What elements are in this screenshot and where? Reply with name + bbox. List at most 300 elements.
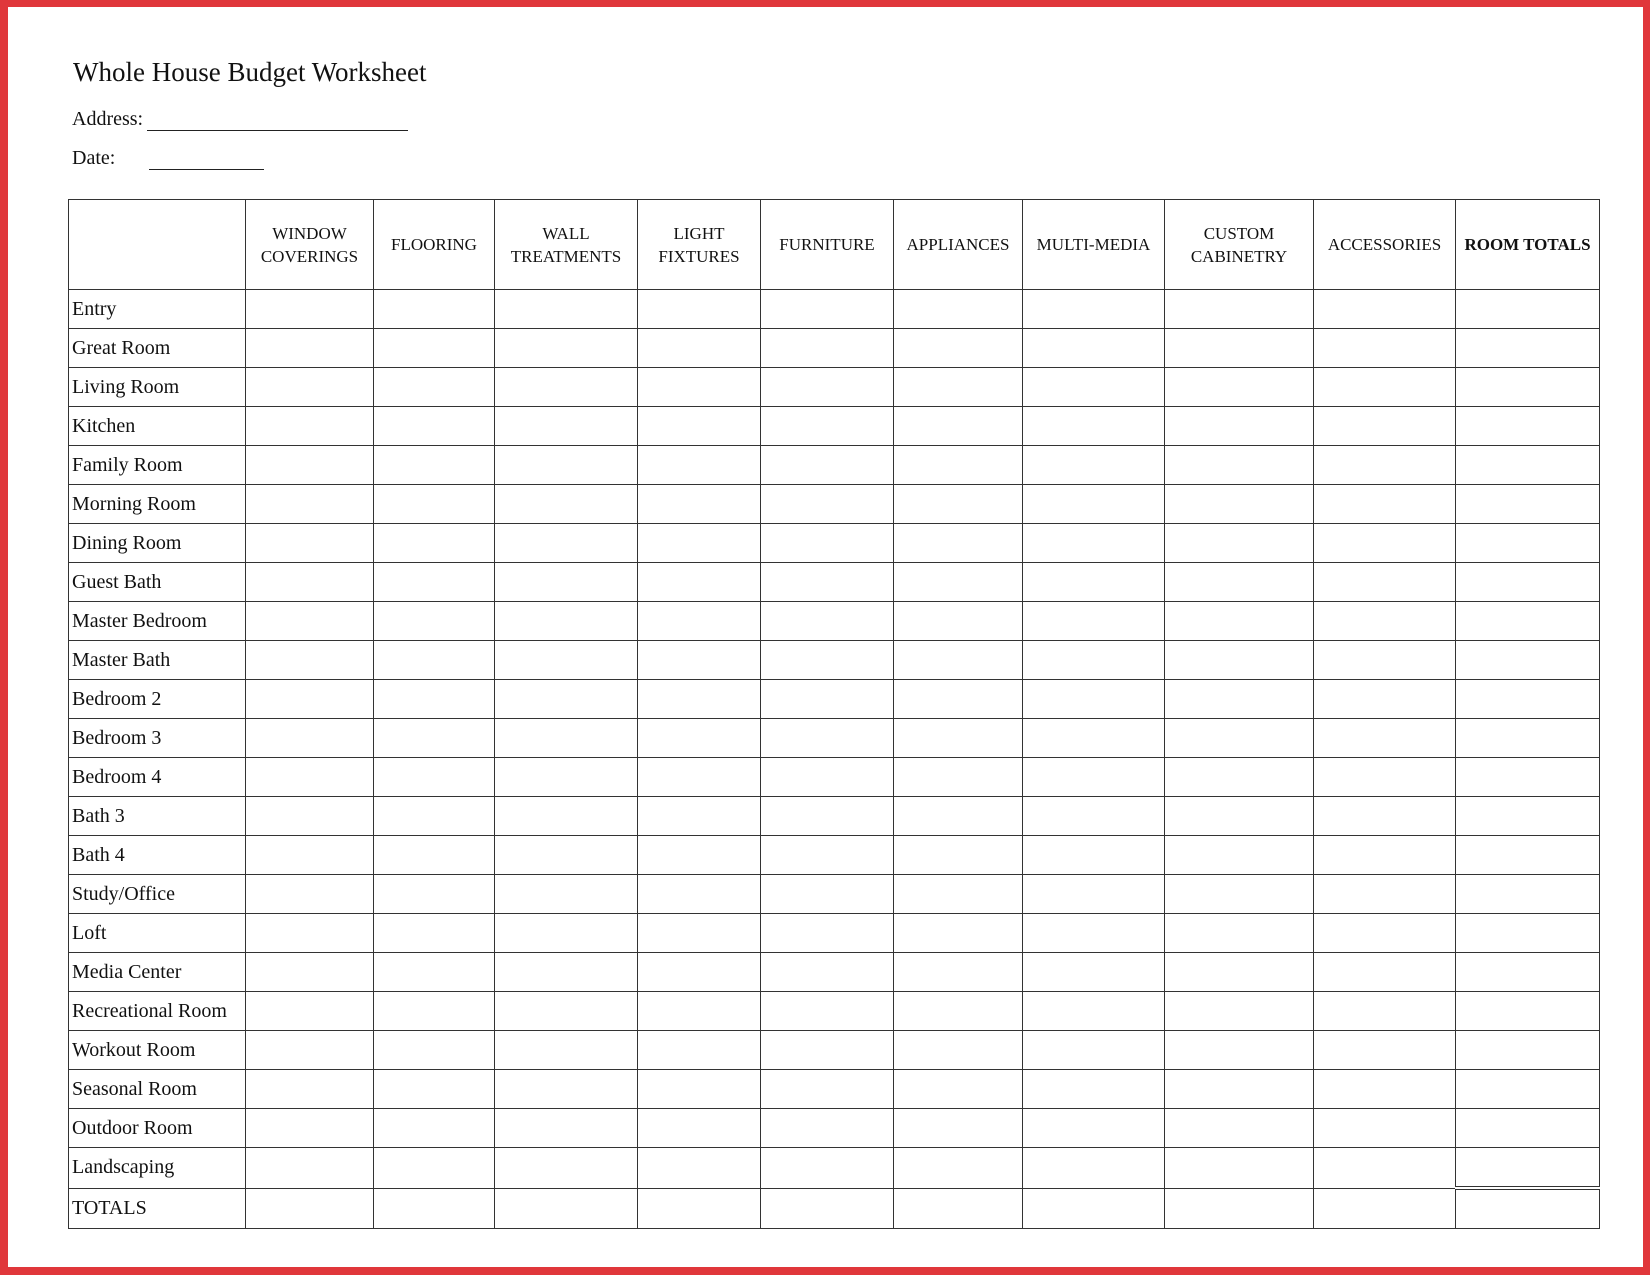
budget-cell[interactable] — [638, 914, 761, 953]
budget-cell[interactable] — [761, 992, 894, 1031]
budget-cell[interactable] — [894, 1148, 1023, 1189]
room-total-cell[interactable] — [1456, 992, 1600, 1031]
budget-cell[interactable] — [761, 446, 894, 485]
budget-cell[interactable] — [638, 290, 761, 329]
budget-cell[interactable] — [1314, 368, 1456, 407]
budget-cell[interactable] — [374, 836, 495, 875]
column-header — [638, 200, 761, 290]
room-total-cell[interactable] — [1456, 485, 1600, 524]
row-label: Family Room — [69, 446, 246, 485]
budget-cell[interactable] — [495, 563, 638, 602]
room-total-cell[interactable] — [1456, 602, 1600, 641]
budget-cell[interactable] — [1023, 1188, 1165, 1229]
column-header-line: ACCESSORIES — [1327, 235, 1442, 254]
budget-cell[interactable] — [894, 992, 1023, 1031]
budget-cell[interactable] — [638, 446, 761, 485]
budget-cell[interactable] — [638, 680, 761, 719]
budget-cell[interactable] — [246, 719, 374, 758]
room-total-cell[interactable] — [1456, 563, 1600, 602]
budget-cell[interactable] — [495, 1188, 638, 1229]
budget-cell[interactable] — [246, 1031, 374, 1070]
room-total-cell[interactable] — [1456, 1031, 1600, 1070]
budget-cell[interactable] — [374, 446, 495, 485]
budget-cell[interactable] — [1165, 797, 1314, 836]
column-header — [246, 200, 374, 290]
budget-cell[interactable] — [638, 641, 761, 680]
budget-cell[interactable] — [495, 953, 638, 992]
budget-cell[interactable] — [495, 1109, 638, 1148]
table-row — [69, 914, 1600, 953]
budget-cell[interactable] — [638, 1031, 761, 1070]
room-total-cell[interactable] — [1456, 719, 1600, 758]
budget-cell[interactable] — [638, 758, 761, 797]
budget-cell[interactable] — [374, 914, 495, 953]
room-total-cell[interactable] — [1456, 836, 1600, 875]
budget-cell[interactable] — [1314, 1148, 1456, 1189]
budget-cell[interactable] — [638, 992, 761, 1031]
row-label: Dining Room — [69, 524, 246, 563]
budget-cell[interactable] — [1165, 992, 1314, 1031]
budget-cell[interactable] — [374, 368, 495, 407]
budget-cell[interactable] — [1023, 407, 1165, 446]
budget-cell[interactable] — [1314, 446, 1456, 485]
budget-cell[interactable] — [638, 524, 761, 563]
table-row — [69, 1148, 1600, 1189]
budget-cell[interactable] — [495, 641, 638, 680]
budget-cell[interactable] — [1314, 1109, 1456, 1148]
budget-cell[interactable] — [1314, 641, 1456, 680]
budget-cell[interactable] — [1314, 1031, 1456, 1070]
budget-cell[interactable] — [495, 719, 638, 758]
budget-cell[interactable] — [638, 329, 761, 368]
budget-cell[interactable] — [894, 1031, 1023, 1070]
budget-cell[interactable] — [374, 641, 495, 680]
budget-cell[interactable] — [1165, 329, 1314, 368]
budget-cell[interactable] — [246, 1109, 374, 1148]
column-header — [495, 200, 638, 290]
column-header-line: CABINETRY — [1190, 246, 1288, 266]
budget-cell[interactable] — [246, 992, 374, 1031]
budget-cell[interactable] — [894, 563, 1023, 602]
budget-cell[interactable] — [894, 485, 1023, 524]
row-label: Recreational Room — [69, 992, 246, 1031]
budget-cell[interactable] — [1165, 1148, 1314, 1189]
column-header-line: LIGHT — [673, 223, 725, 243]
budget-cell[interactable] — [1023, 797, 1165, 836]
budget-cell[interactable] — [761, 1070, 894, 1109]
table-body — [69, 290, 1600, 1229]
budget-cell[interactable] — [761, 563, 894, 602]
budget-cell[interactable] — [894, 680, 1023, 719]
row-label: Bedroom 4 — [69, 758, 246, 797]
budget-cell[interactable] — [1023, 680, 1165, 719]
row-label: Morning Room — [69, 485, 246, 524]
budget-cell[interactable] — [1023, 992, 1165, 1031]
budget-cell[interactable] — [374, 797, 495, 836]
budget-cell[interactable] — [495, 797, 638, 836]
column-header — [1023, 200, 1165, 290]
budget-cell[interactable] — [495, 290, 638, 329]
budget-cell[interactable] — [1165, 407, 1314, 446]
budget-cell[interactable] — [894, 914, 1023, 953]
budget-cell[interactable] — [374, 290, 495, 329]
row-label: Seasonal Room — [69, 1070, 246, 1109]
budget-cell[interactable] — [1165, 1109, 1314, 1148]
room-total-cell[interactable] — [1456, 1148, 1600, 1189]
budget-cell[interactable] — [495, 368, 638, 407]
budget-cell[interactable] — [374, 1188, 495, 1229]
column-header-line: WALL — [542, 223, 590, 243]
budget-cell[interactable] — [1314, 875, 1456, 914]
budget-cell[interactable] — [495, 680, 638, 719]
room-total-cell[interactable] — [1456, 1188, 1600, 1229]
budget-cell[interactable] — [1314, 1188, 1456, 1229]
column-header-line: TREATMENTS — [510, 246, 622, 266]
budget-cell[interactable] — [1023, 758, 1165, 797]
budget-cell[interactable] — [1314, 329, 1456, 368]
budget-cell[interactable] — [638, 1188, 761, 1229]
budget-cell[interactable] — [761, 485, 894, 524]
row-label: Guest Bath — [69, 563, 246, 602]
budget-cell[interactable] — [374, 524, 495, 563]
address-blank-line[interactable] — [147, 130, 408, 131]
room-total-cell[interactable] — [1456, 953, 1600, 992]
budget-cell[interactable] — [638, 836, 761, 875]
budget-cell[interactable] — [1023, 875, 1165, 914]
row-label: Workout Room — [69, 1031, 246, 1070]
budget-cell[interactable] — [1023, 641, 1165, 680]
column-header-line: APPLIANCES — [906, 235, 1010, 254]
budget-cell[interactable] — [1314, 485, 1456, 524]
budget-cell[interactable] — [1023, 524, 1165, 563]
budget-cell[interactable] — [374, 1109, 495, 1148]
budget-cell[interactable] — [761, 329, 894, 368]
column-header-line: FIXTURES — [658, 246, 740, 266]
budget-cell[interactable] — [1023, 836, 1165, 875]
budget-cell[interactable] — [1314, 602, 1456, 641]
row-label: Master Bath — [69, 641, 246, 680]
budget-cell[interactable] — [246, 563, 374, 602]
budget-cell[interactable] — [1314, 524, 1456, 563]
budget-cell[interactable] — [374, 602, 495, 641]
budget-cell[interactable] — [246, 758, 374, 797]
row-label: Kitchen — [69, 407, 246, 446]
address-label: Address: — [72, 108, 144, 130]
budget-cell[interactable] — [894, 719, 1023, 758]
column-header-line: FURNITURE — [779, 235, 875, 254]
room-total-cell[interactable] — [1456, 368, 1600, 407]
budget-cell[interactable] — [1165, 485, 1314, 524]
budget-cell[interactable] — [894, 758, 1023, 797]
budget-cell[interactable] — [1314, 758, 1456, 797]
column-header-line: COVERINGS — [260, 246, 359, 266]
budget-cell[interactable] — [246, 485, 374, 524]
budget-cell[interactable] — [495, 524, 638, 563]
table-row — [69, 602, 1600, 641]
date-field — [72, 147, 115, 170]
budget-cell[interactable] — [894, 368, 1023, 407]
table-row — [69, 485, 1600, 524]
table-row — [69, 290, 1600, 329]
budget-cell[interactable] — [638, 797, 761, 836]
budget-cell[interactable] — [1023, 329, 1165, 368]
budget-cell[interactable] — [1165, 446, 1314, 485]
budget-cell[interactable] — [246, 407, 374, 446]
budget-cell[interactable] — [1165, 1188, 1314, 1229]
budget-cell[interactable] — [246, 1148, 374, 1189]
budget-cell[interactable] — [495, 407, 638, 446]
room-total-cell[interactable] — [1456, 1109, 1600, 1148]
budget-cell[interactable] — [1165, 1031, 1314, 1070]
room-total-cell[interactable] — [1456, 641, 1600, 680]
budget-cell[interactable] — [495, 329, 638, 368]
budget-cell[interactable] — [761, 836, 894, 875]
budget-cell[interactable] — [638, 368, 761, 407]
budget-cell[interactable] — [761, 680, 894, 719]
table-row — [69, 329, 1600, 368]
budget-cell[interactable] — [894, 836, 1023, 875]
budget-cell[interactable] — [495, 1148, 638, 1189]
budget-cell[interactable] — [894, 290, 1023, 329]
budget-cell[interactable] — [1165, 953, 1314, 992]
budget-cell[interactable] — [374, 719, 495, 758]
budget-cell[interactable] — [1314, 836, 1456, 875]
budget-cell[interactable] — [1023, 1109, 1165, 1148]
budget-cell[interactable] — [1023, 602, 1165, 641]
room-total-cell[interactable] — [1456, 758, 1600, 797]
budget-cell[interactable] — [246, 446, 374, 485]
table-row — [69, 407, 1600, 446]
column-header — [894, 200, 1023, 290]
budget-cell[interactable] — [638, 407, 761, 446]
room-total-cell[interactable] — [1456, 290, 1600, 329]
table-row — [69, 719, 1600, 758]
budget-cell[interactable] — [894, 797, 1023, 836]
budget-cell[interactable] — [246, 797, 374, 836]
table-row — [69, 836, 1600, 875]
budget-cell[interactable] — [1023, 290, 1165, 329]
table-row — [69, 368, 1600, 407]
budget-cell[interactable] — [761, 1148, 894, 1189]
budget-cell[interactable] — [374, 1070, 495, 1109]
budget-cell[interactable] — [374, 953, 495, 992]
budget-cell[interactable] — [1023, 953, 1165, 992]
budget-cell[interactable] — [495, 914, 638, 953]
budget-cell[interactable] — [374, 758, 495, 797]
row-label: Entry — [69, 290, 246, 329]
budget-cell[interactable] — [374, 1148, 495, 1189]
table-row — [69, 1109, 1600, 1148]
budget-cell[interactable] — [1314, 290, 1456, 329]
budget-cell[interactable] — [894, 953, 1023, 992]
budget-cell[interactable] — [495, 1070, 638, 1109]
budget-cell[interactable] — [1314, 719, 1456, 758]
budget-cell[interactable] — [495, 875, 638, 914]
room-total-cell[interactable] — [1456, 680, 1600, 719]
budget-cell[interactable] — [495, 446, 638, 485]
budget-cell[interactable] — [495, 836, 638, 875]
budget-cell[interactable] — [246, 914, 374, 953]
room-total-cell[interactable] — [1456, 914, 1600, 953]
budget-cell[interactable] — [246, 602, 374, 641]
budget-cell[interactable] — [246, 641, 374, 680]
budget-cell[interactable] — [1165, 680, 1314, 719]
corner-header-cell — [69, 200, 246, 290]
room-total-cell[interactable] — [1456, 1070, 1600, 1109]
row-label: Landscaping — [69, 1148, 246, 1189]
budget-cell[interactable] — [1165, 641, 1314, 680]
budget-cell[interactable] — [1023, 914, 1165, 953]
budget-cell[interactable] — [374, 329, 495, 368]
budget-cell[interactable] — [894, 446, 1023, 485]
budget-cell[interactable] — [1165, 524, 1314, 563]
budget-cell[interactable] — [894, 602, 1023, 641]
budget-cell[interactable] — [1165, 602, 1314, 641]
room-total-cell[interactable] — [1456, 875, 1600, 914]
budget-cell[interactable] — [1165, 719, 1314, 758]
budget-cell[interactable] — [246, 875, 374, 914]
budget-cell[interactable] — [1314, 1070, 1456, 1109]
budget-cell[interactable] — [638, 719, 761, 758]
budget-cell[interactable] — [894, 875, 1023, 914]
budget-cell[interactable] — [1165, 368, 1314, 407]
budget-cell[interactable] — [894, 329, 1023, 368]
budget-cell[interactable] — [1023, 563, 1165, 602]
budget-cell[interactable] — [1314, 992, 1456, 1031]
budget-cell[interactable] — [495, 992, 638, 1031]
budget-cell[interactable] — [374, 875, 495, 914]
budget-cell[interactable] — [894, 1109, 1023, 1148]
budget-cell[interactable] — [638, 1148, 761, 1189]
budget-cell[interactable] — [374, 680, 495, 719]
budget-cell[interactable] — [761, 1109, 894, 1148]
budget-cell[interactable] — [246, 1188, 374, 1229]
budget-cell[interactable] — [495, 602, 638, 641]
budget-cell[interactable] — [894, 524, 1023, 563]
budget-cell[interactable] — [761, 524, 894, 563]
budget-cell[interactable] — [894, 407, 1023, 446]
column-header-line: FLOORING — [391, 235, 477, 254]
budget-cell[interactable] — [1314, 563, 1456, 602]
budget-cell[interactable] — [638, 953, 761, 992]
table-row — [69, 563, 1600, 602]
date-label: Date: — [72, 147, 116, 169]
budget-cell[interactable] — [374, 992, 495, 1031]
totals-row — [69, 1188, 1600, 1229]
budget-cell[interactable] — [1023, 719, 1165, 758]
table-row — [69, 524, 1600, 563]
budget-cell[interactable] — [761, 875, 894, 914]
table-row — [69, 953, 1600, 992]
room-total-cell[interactable] — [1456, 797, 1600, 836]
budget-cell[interactable] — [761, 407, 894, 446]
budget-cell[interactable] — [761, 602, 894, 641]
budget-cell[interactable] — [761, 641, 894, 680]
budget-cell[interactable] — [246, 680, 374, 719]
budget-cell[interactable] — [1023, 485, 1165, 524]
budget-cell[interactable] — [1314, 797, 1456, 836]
budget-cell[interactable] — [638, 485, 761, 524]
budget-cell[interactable] — [761, 1031, 894, 1070]
row-label: Bath 4 — [69, 836, 246, 875]
budget-cell[interactable] — [761, 1188, 894, 1229]
budget-cell[interactable] — [1023, 368, 1165, 407]
budget-cell[interactable] — [638, 1109, 761, 1148]
budget-cell[interactable] — [1165, 914, 1314, 953]
budget-cell[interactable] — [1165, 563, 1314, 602]
budget-cell[interactable] — [495, 1031, 638, 1070]
budget-cell[interactable] — [246, 953, 374, 992]
budget-table — [68, 199, 1600, 1229]
column-header — [1314, 200, 1456, 290]
budget-cell[interactable] — [1314, 680, 1456, 719]
budget-cell[interactable] — [894, 1070, 1023, 1109]
budget-cell[interactable] — [761, 719, 894, 758]
budget-cell[interactable] — [1023, 1031, 1165, 1070]
budget-cell[interactable] — [1165, 836, 1314, 875]
budget-cell[interactable] — [374, 407, 495, 446]
row-label: Study/Office — [69, 875, 246, 914]
budget-cell[interactable] — [1314, 953, 1456, 992]
budget-cell[interactable] — [1165, 1070, 1314, 1109]
budget-cell[interactable] — [761, 758, 894, 797]
budget-cell[interactable] — [374, 563, 495, 602]
budget-cell[interactable] — [1314, 914, 1456, 953]
room-total-cell[interactable] — [1456, 524, 1600, 563]
column-header-line: MULTI-MEDIA — [1036, 235, 1151, 254]
budget-cell[interactable] — [246, 524, 374, 563]
budget-cell[interactable] — [1165, 875, 1314, 914]
budget-cell[interactable] — [495, 485, 638, 524]
budget-cell[interactable] — [894, 1188, 1023, 1229]
room-total-cell[interactable] — [1456, 446, 1600, 485]
budget-cell[interactable] — [495, 758, 638, 797]
budget-cell[interactable] — [374, 1031, 495, 1070]
date-blank-line[interactable] — [149, 169, 264, 170]
budget-cell[interactable] — [1165, 758, 1314, 797]
row-label: Loft — [69, 914, 246, 953]
budget-cell[interactable] — [894, 641, 1023, 680]
budget-cell[interactable] — [1165, 290, 1314, 329]
table-row — [69, 797, 1600, 836]
budget-cell[interactable] — [1023, 1070, 1165, 1109]
budget-cell[interactable] — [374, 485, 495, 524]
budget-cell[interactable] — [246, 290, 374, 329]
budget-cell[interactable] — [761, 290, 894, 329]
budget-cell[interactable] — [1023, 1148, 1165, 1189]
budget-cell[interactable] — [761, 797, 894, 836]
budget-cell[interactable] — [246, 329, 374, 368]
budget-cell[interactable] — [638, 563, 761, 602]
budget-cell[interactable] — [246, 836, 374, 875]
budget-cell[interactable] — [761, 368, 894, 407]
room-total-cell[interactable] — [1456, 407, 1600, 446]
column-header-line: WINDOW — [272, 223, 347, 243]
row-label: Bedroom 2 — [69, 680, 246, 719]
budget-cell[interactable] — [246, 368, 374, 407]
budget-cell[interactable] — [638, 875, 761, 914]
budget-cell[interactable] — [638, 1070, 761, 1109]
budget-cell[interactable] — [1023, 446, 1165, 485]
worksheet-title: Whole House Budget Worksheet — [73, 57, 427, 87]
budget-cell[interactable] — [761, 914, 894, 953]
budget-cell[interactable] — [761, 953, 894, 992]
budget-cell[interactable] — [246, 1070, 374, 1109]
budget-cell[interactable] — [638, 602, 761, 641]
budget-cell[interactable] — [1314, 407, 1456, 446]
room-total-cell[interactable] — [1456, 329, 1600, 368]
table-row — [69, 875, 1600, 914]
